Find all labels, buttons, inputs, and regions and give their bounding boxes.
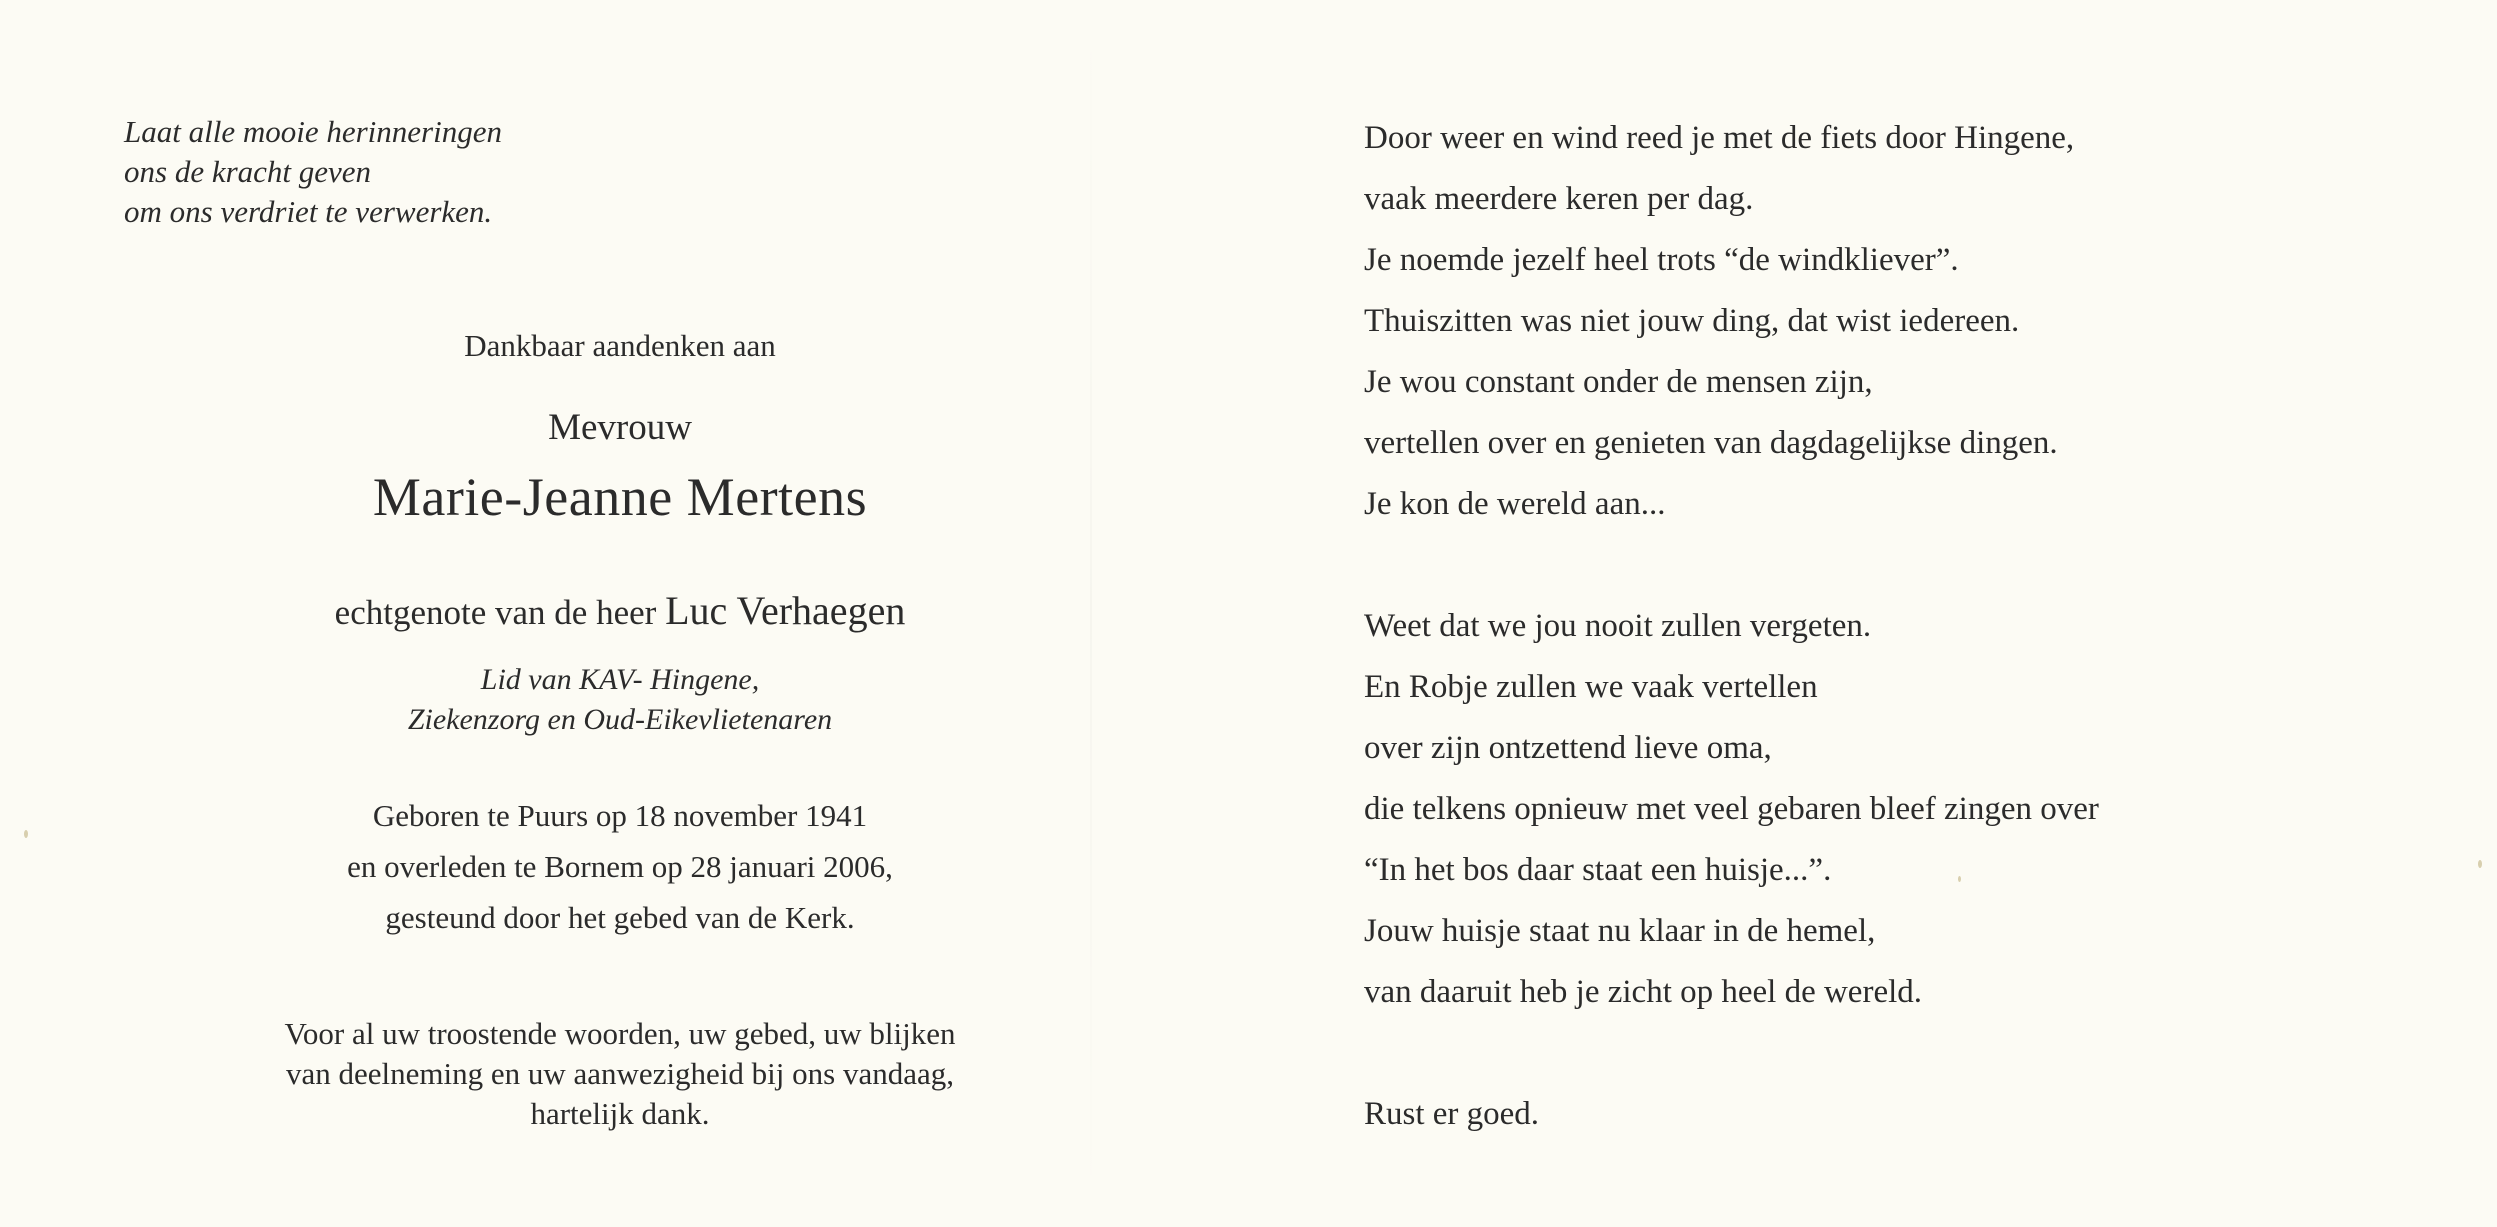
membership xyxy=(230,660,1010,740)
poem-line: over zijn ontzettend lieve oma, xyxy=(1364,730,1772,766)
thanks-line: Voor al uw troostende woorden, uw gebed, uw blijken xyxy=(284,1016,956,1051)
spouse-prefix: echtgenote van de heer xyxy=(334,593,657,632)
spouse-name: Luc Verhaegen xyxy=(665,588,906,633)
poem-line: vaak meerdere keren per dag. xyxy=(1364,181,1754,217)
birth-line: Geboren te Puurs op 18 november 1941 xyxy=(372,798,868,833)
deceased-name: Marie-Jeanne Mertens xyxy=(372,467,868,527)
motto-line: Laat alle mooie herinneringen xyxy=(124,114,502,149)
poem-line: die telkens opnieuw met veel gebaren bleef zingen over xyxy=(1364,791,2099,827)
card-fold xyxy=(1090,0,1092,1227)
salutation: Mevrouw xyxy=(548,407,692,448)
thanks-line: hartelijk dank. xyxy=(530,1096,710,1131)
poem-line: Jouw huisje staat nu klaar in de hemel, xyxy=(1364,913,1876,949)
membership-line: Lid van KAV- Hingene, xyxy=(480,663,760,696)
paper-speck xyxy=(1958,876,1961,882)
poem-line: Je kon de wereld aan... xyxy=(1364,486,1666,522)
paper-speck xyxy=(24,830,28,838)
life-dates xyxy=(230,790,1010,943)
stanza-gap xyxy=(1364,1023,2424,1084)
thanks-text xyxy=(230,1014,1010,1134)
poem-line: vertellen over en genieten van dagdagelijkse dingen. xyxy=(1364,425,2058,461)
paper-speck xyxy=(2478,860,2482,868)
stanza-gap xyxy=(1364,535,2424,596)
poem-line: Je wou constant onder de mensen zijn, xyxy=(1364,364,1873,400)
membership-line: Ziekenzorg en Oud-Eikevlietenaren xyxy=(407,703,833,736)
poem xyxy=(1364,108,2424,1145)
prayer-line: gesteund door het gebed van de Kerk. xyxy=(385,900,855,935)
motto-line: om ons verdriet te verwerken. xyxy=(124,194,493,229)
spouse-line xyxy=(230,587,1010,634)
motto xyxy=(124,112,684,232)
poem-line: Thuiszitten was niet jouw ding, dat wist iedereen. xyxy=(1364,303,2020,339)
poem-line: van daaruit heb je zicht op heel de wereld. xyxy=(1364,974,1923,1010)
thanks-line: van deelneming en uw aanwezigheid bij ons vandaag, xyxy=(286,1056,954,1091)
poem-line: “In het bos daar staat een huisje...”. xyxy=(1364,852,1832,888)
remembrance-label: Dankbaar aandenken aan xyxy=(464,328,776,363)
death-line: en overleden te Bornem op 28 januari 2006, xyxy=(347,849,893,884)
motto-line: ons de kracht geven xyxy=(124,154,372,189)
poem-line: En Robje zullen we vaak vertellen xyxy=(1364,669,1818,705)
poem-line: Weet dat we jou nooit zullen vergeten. xyxy=(1364,608,1872,644)
poem-line: Je noemde jezelf heel trots “de windkliever”. xyxy=(1364,242,1959,278)
poem-line: Door weer en wind reed je met de fiets door Hingene, xyxy=(1364,120,2075,156)
closing-line: Rust er goed. xyxy=(1364,1096,1540,1132)
